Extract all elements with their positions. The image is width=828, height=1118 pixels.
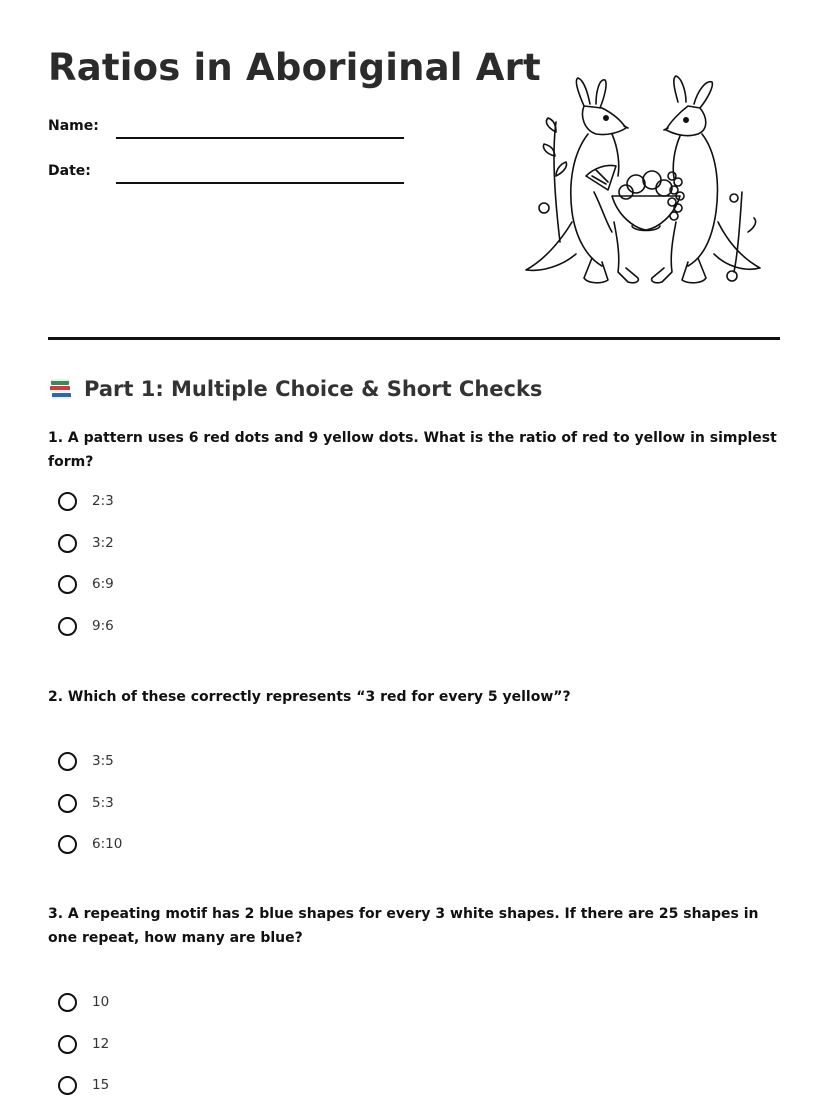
radio-button[interactable] — [58, 835, 77, 854]
right-kangaroo — [652, 76, 760, 283]
books-icon — [48, 376, 74, 402]
question-3-option-a[interactable] — [58, 993, 109, 1035]
question-1-option-d[interactable] — [58, 617, 114, 659]
fruit-bowl — [586, 165, 684, 230]
question-1-option-c[interactable] — [58, 575, 114, 617]
section-heading-text: Part 1: Multiple Choice & Short Checks — [84, 377, 543, 401]
question-1-options — [58, 492, 114, 658]
radio-button[interactable] — [58, 1035, 77, 1054]
option-label: 3:5 — [92, 753, 114, 769]
radio-button[interactable] — [58, 1076, 77, 1095]
option-label: 12 — [92, 1035, 110, 1052]
section-heading — [48, 374, 542, 404]
option-label: 6:9 — [92, 576, 114, 592]
radio-button[interactable] — [58, 534, 77, 553]
section-divider — [48, 337, 780, 340]
option-label: 3:2 — [92, 534, 114, 551]
radio-button[interactable] — [58, 993, 77, 1012]
question-2-option-c[interactable] — [58, 835, 122, 877]
name-input-line[interactable] — [116, 137, 404, 139]
radio-button[interactable] — [58, 794, 77, 813]
option-label: 6:10 — [92, 836, 123, 852]
question-1-option-a[interactable] — [58, 492, 114, 534]
question-2-options — [58, 752, 122, 877]
question-1-option-b[interactable] — [58, 534, 114, 576]
question-2-option-a[interactable] — [58, 752, 122, 794]
question-3-option-b[interactable] — [58, 1035, 109, 1077]
page-title: Ratios in Aboriginal Art — [48, 46, 541, 89]
question-3-text: 3. A repeating motif has 2 blue shapes for every 3 white shapes. If there are 25 shapes in one repeat, how many are blue? — [48, 906, 759, 946]
radio-button[interactable] — [58, 752, 77, 771]
radio-button[interactable] — [58, 575, 77, 594]
question-2-option-b[interactable] — [58, 794, 122, 836]
date-label: Date: — [48, 163, 91, 179]
kangaroos-illustration — [522, 72, 770, 294]
question-3-options — [58, 993, 109, 1118]
option-label: 10 — [92, 994, 110, 1010]
radio-button[interactable] — [58, 617, 77, 636]
question-3-option-c[interactable] — [58, 1076, 109, 1118]
radio-button[interactable] — [58, 492, 77, 511]
option-label: 15 — [92, 1077, 110, 1093]
left-kangaroo — [526, 78, 638, 283]
name-field-row — [48, 118, 408, 144]
question-1-text: 1. A pattern uses 6 red dots and 9 yellow dots. What is the ratio of red to yellow in simplest form? — [48, 430, 777, 470]
option-label: 9:6 — [92, 617, 114, 634]
question-2-text: 2. Which of these correctly represents “3 red for every 5 yellow”? — [48, 689, 571, 705]
name-label: Name: — [48, 118, 99, 134]
option-label: 5:3 — [92, 794, 114, 811]
option-label: 2:3 — [92, 493, 114, 509]
date-input-line[interactable] — [116, 182, 404, 184]
date-field-row — [48, 163, 408, 189]
